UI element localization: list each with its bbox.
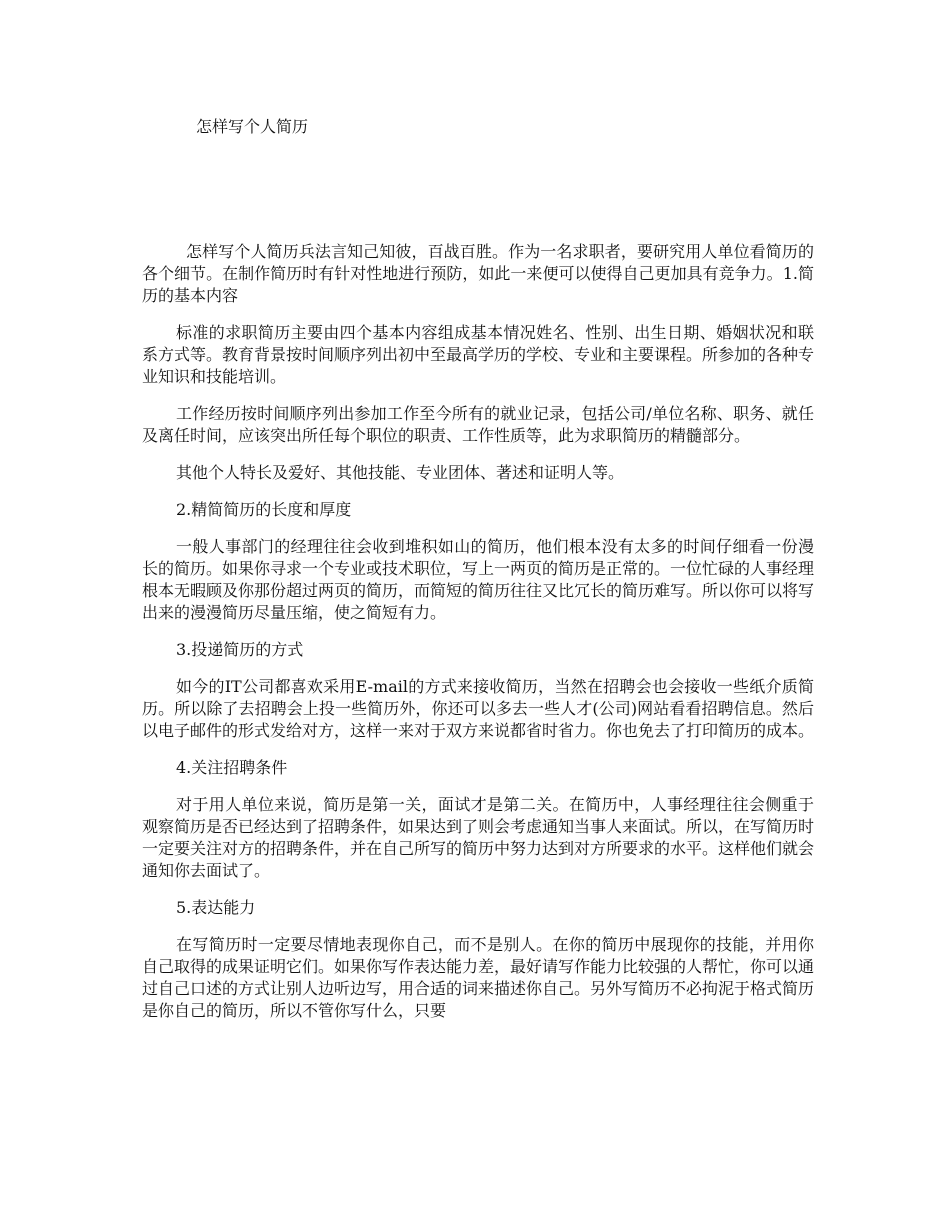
document-title: 怎样写个人简历	[196, 117, 309, 136]
paragraph-length: 一般人事部门的经理往往会收到堆积如山的简历，他们根本没有太多的时间仔细看一份漫长的简历。如果你寻求一个专业或技术职位，写上一两页的简历是正常的。一位忙碌的人事经理根本无暇顾及你那份超过两页的简历，而简短的简历往往又比冗长的简历难写。所以你可以将写出来的漫漫简历尽量压缩，使之简短有力。	[142, 537, 815, 622]
paragraph-work-experience: 工作经历按时间顺序列出参加工作至今所有的就业记录，包括公司/单位名称、职务、就任及离任时间，应该突出所任每个职位的职责、工作性质等，此为求职简历的精髓部分。	[142, 404, 814, 445]
paragraph-basic-content: 标准的求职简历主要由四个基本内容组成基本情况姓名、性别、出生日期、婚姻状况和联系方式等。教育背景按时间顺序列出初中至最高学历的学校、专业和主要课程。所参加的各种专业知识和技能培训。	[142, 323, 815, 386]
document-body	[142, 241, 814, 1037]
section-heading-expression: 5.表达能力	[176, 898, 256, 917]
paragraph-intro: 怎样写个人简历兵法言知己知彼，百战百胜。作为一名求职者，要研究用人单位看简历的各个细节。在制作简历时有针对性地进行预防，如此一来便可以使得自己更加具有竞争力。1.简历的基本内容	[142, 242, 814, 305]
paragraph-conditions: 对于用人单位来说，简历是第一关，面试才是第二关。在简历中，人事经理往往会侧重于观察简历是否已经达到了招聘条件，如果达到了则会考虑通知当事人来面试。所以，在写简历时一定要关注对方的招聘条件，并在自己所写的简历中努力达到对方所要求的水平。这样他们就会通知你去面试了。	[142, 795, 815, 880]
paragraph-expression: 在写简历时一定要尽情地表现你自己，而不是别人。在你的简历中展现你的技能，并用你自己取得的成果证明它们。如果你写作表达能力差，最好请写作能力比较强的人帮忙，你可以通过自己口述的方式让别人边听边写，用合适的词来描述你自己。另外写简历不必拘泥于格式简历是你自己的简历，所以不管你写什么，只要	[142, 935, 815, 1020]
paragraph-delivery: 如今的IT公司都喜欢采用E-mail的方式来接收简历，当然在招聘会也会接收一些纸介质简历。所以除了去招聘会上投一些简历外，你还可以多去一些人才(公司)网站看看招聘信息。然后以电子邮件的形式发给对方，这样一来对于双方来说都省时省力。你也免去了打印简历的成本。	[142, 677, 815, 740]
paragraph-other: 其他个人特长及爱好、其他技能、专业团体、著述和证明人等。	[176, 463, 625, 482]
section-heading-conditions: 4.关注招聘条件	[176, 758, 288, 777]
section-heading-delivery: 3.投递简历的方式	[176, 640, 304, 659]
section-heading-length: 2.精简简历的长度和厚度	[176, 500, 352, 519]
